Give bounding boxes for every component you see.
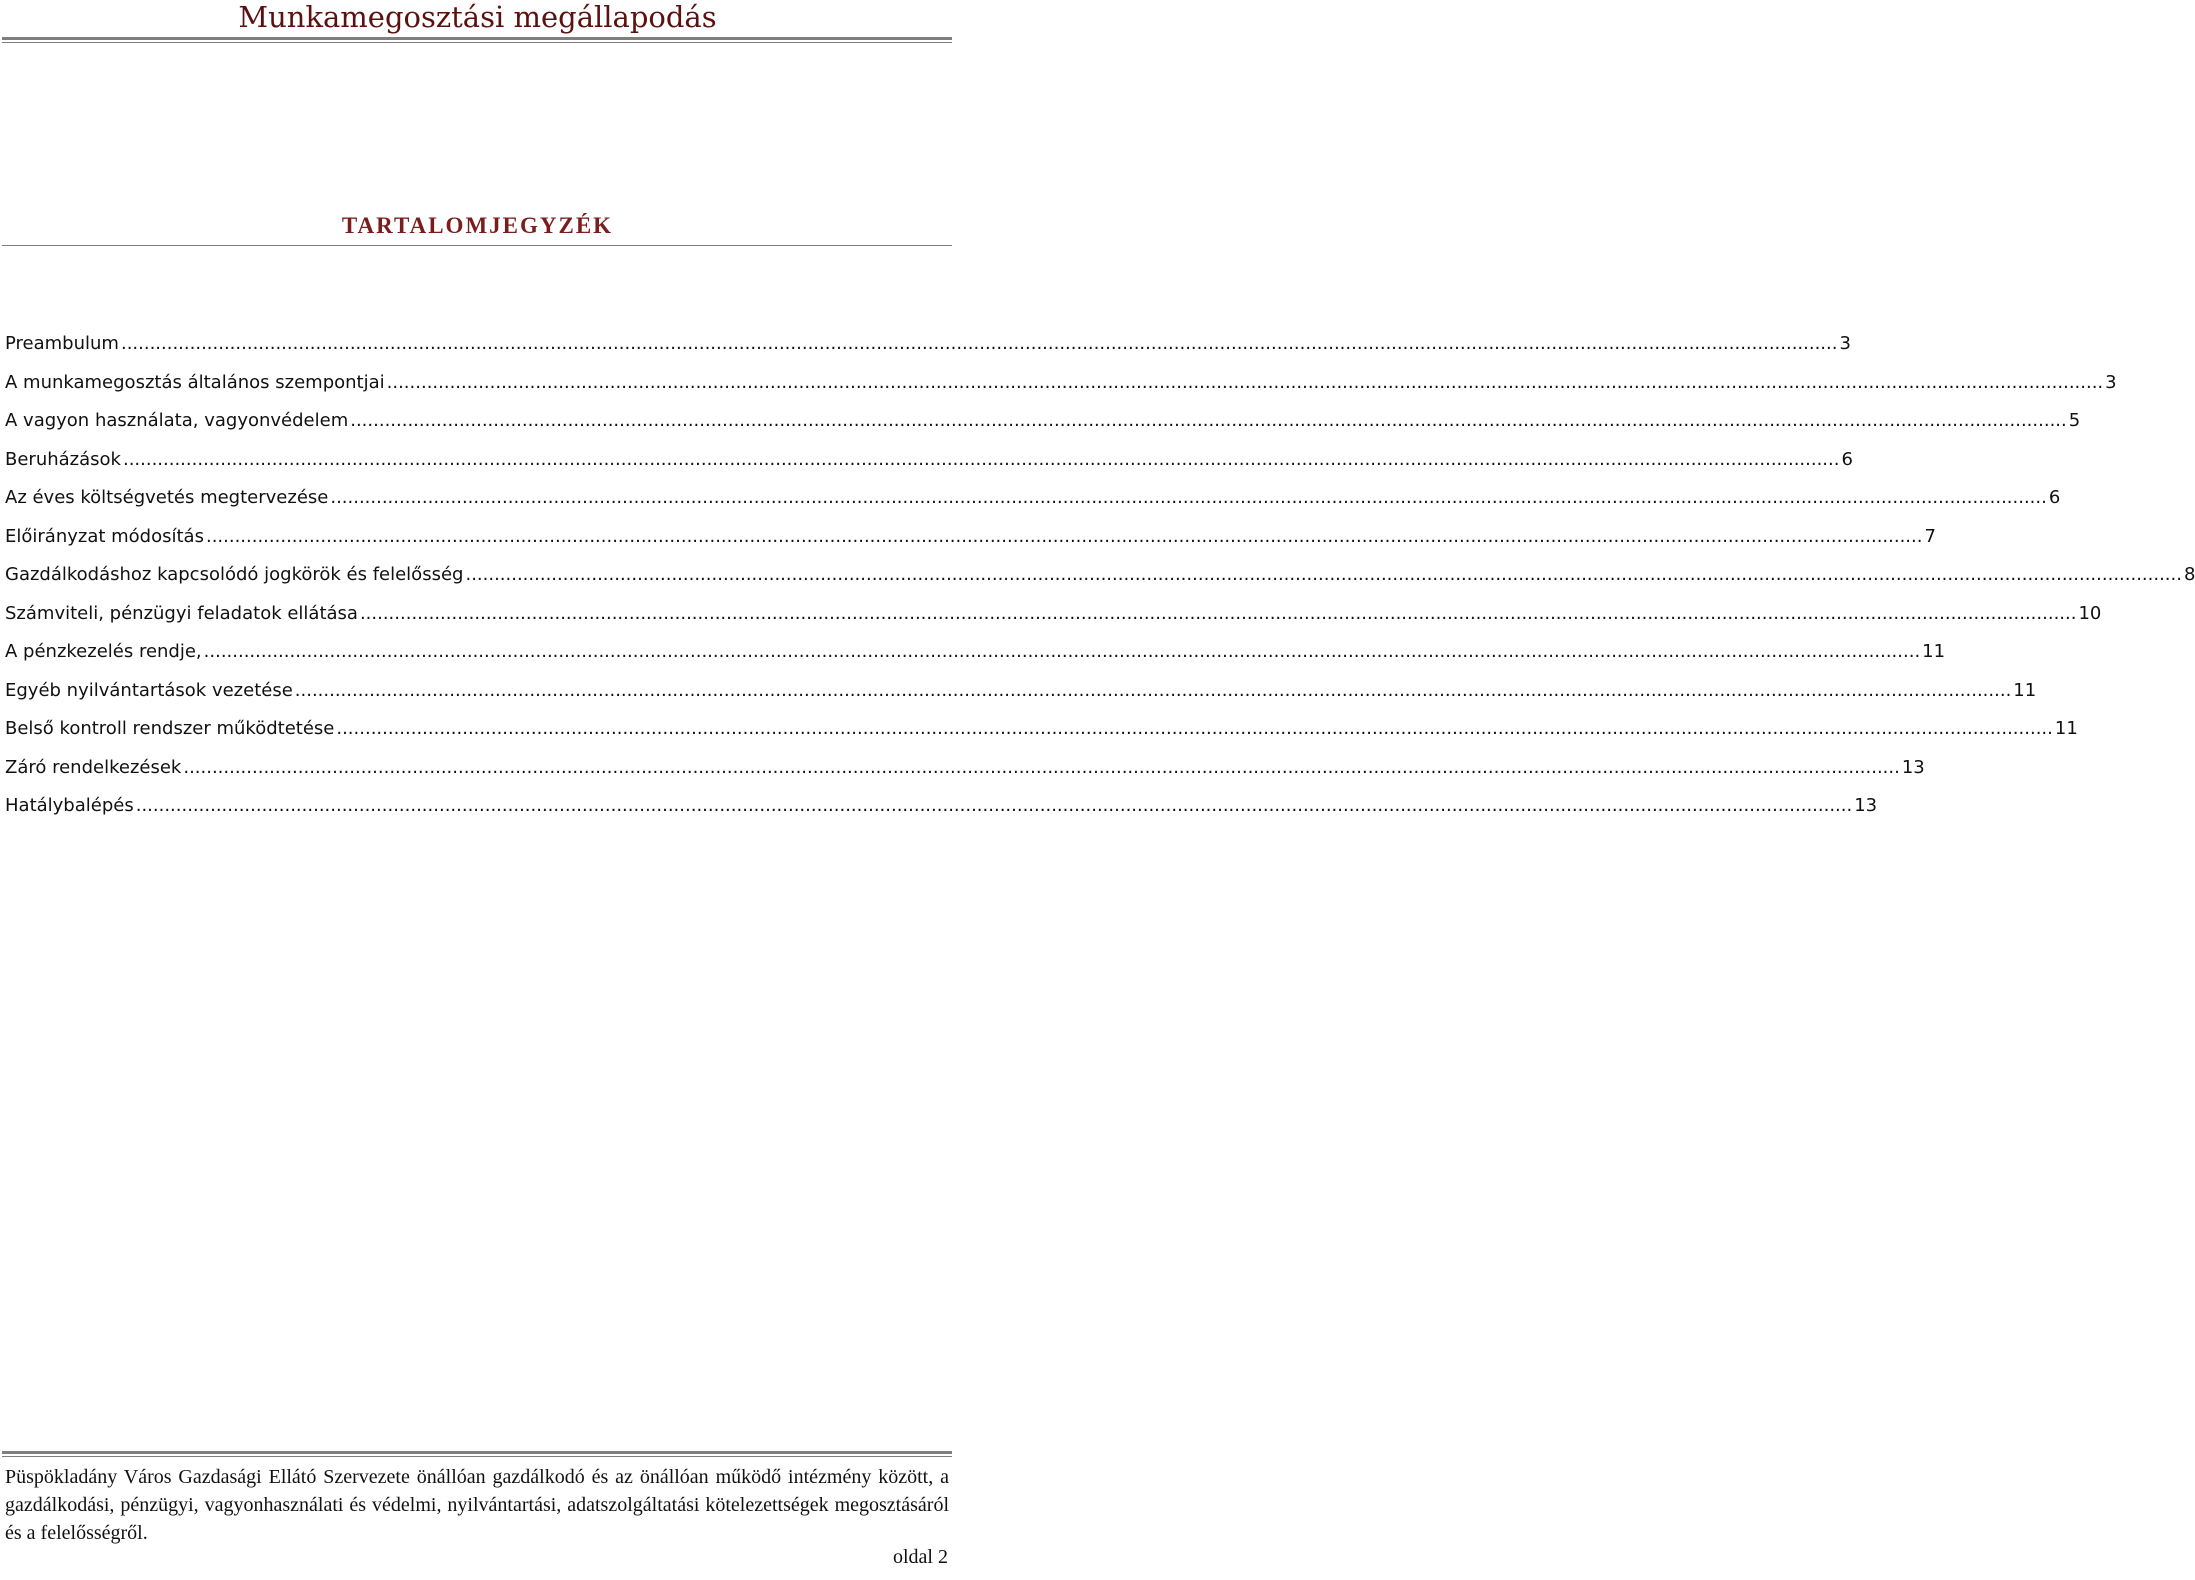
footer-rule-thick bbox=[2, 1451, 952, 1454]
toc-entry[interactable] bbox=[5, 369, 2117, 408]
toc-entry[interactable] bbox=[5, 754, 1925, 793]
toc-entry-page: 13 bbox=[1901, 756, 1925, 778]
toc-dot-leader: ............................................................................................................................................................................................................................................................................................................ bbox=[205, 525, 1923, 547]
toc-dot-leader: ............................................................................................................................................................................................................................................................................................................ bbox=[294, 679, 2012, 701]
toc-dot-leader: ............................................................................................................................................................................................................................................................................................................ bbox=[386, 371, 2104, 393]
toc-entry-page: 6 bbox=[1841, 448, 1853, 470]
header-rule-thin bbox=[2, 42, 952, 43]
toc-dot-leader: ............................................................................................................................................................................................................................................................................................................ bbox=[183, 756, 1900, 778]
toc-entry-title: Előirányzat módosítás bbox=[5, 525, 204, 547]
toc-entry-title: Gazdálkodáshoz kapcsolódó jogkörök és felelősség bbox=[5, 564, 464, 585]
toc-entry-title: A pénzkezelés rendje, bbox=[5, 641, 202, 662]
footer-text: Püspökladány Város Gazdasági Ellátó Szervezete önállóan gazdálkodó és az önállóan működő intézmény között, a gazdálkodási, pénzügyi, vagyonhasználati és védelmi, nyilvántartási, adatszolgáltatási kötelezettségek megosztásáról és a felelősségről. bbox=[5, 1466, 949, 1544]
toc-entry-page: 5 bbox=[2068, 410, 2081, 431]
toc-entry-page: 6 bbox=[2048, 487, 2061, 508]
toc-entry-title: A vagyon használata, vagyonvédelem bbox=[5, 410, 349, 431]
toc-entry-title: Az éves költségvetés megtervezése bbox=[5, 487, 329, 508]
toc-dot-leader: ............................................................................................................................................................................................................................................................................................................ bbox=[330, 487, 2047, 508]
toc-entry[interactable] bbox=[5, 484, 2061, 523]
toc-entry[interactable] bbox=[5, 407, 2081, 446]
toc-entry-page: 3 bbox=[2105, 371, 2117, 393]
toc-heading: TARTALOMJEGYZÉK bbox=[341, 213, 614, 238]
toc-entry-page: 7 bbox=[1924, 525, 1936, 547]
toc-entry[interactable] bbox=[5, 677, 2037, 716]
toc-entry-page: 13 bbox=[1854, 795, 1878, 816]
toc-heading-rule bbox=[2, 245, 952, 246]
toc-entry-title: Preambulum bbox=[5, 333, 119, 354]
toc-entry[interactable] bbox=[5, 792, 1878, 831]
toc-entry[interactable] bbox=[5, 715, 2078, 754]
footer-rule-thin bbox=[2, 1456, 952, 1457]
toc-dot-leader: ............................................................................................................................................................................................................................................................................................................ bbox=[350, 410, 2067, 431]
toc-dot-leader: ............................................................................................................................................................................................................................................................................................................ bbox=[120, 333, 1838, 354]
toc-dot-leader: ............................................................................................................................................................................................................................................................................................................ bbox=[336, 718, 2053, 739]
toc-entry[interactable] bbox=[5, 330, 1851, 369]
toc-entry-title: Záró rendelkezések bbox=[5, 756, 182, 778]
page-number: oldal 2 bbox=[893, 1546, 948, 1568]
toc-entry[interactable] bbox=[5, 561, 2195, 600]
toc-entry-page: 10 bbox=[2078, 602, 2102, 624]
document-title: Munkamegosztási megállapodás bbox=[238, 0, 717, 34]
toc-entry[interactable] bbox=[5, 600, 2102, 639]
toc-entry-title: Számviteli, pénzügyi feladatok ellátása bbox=[5, 602, 358, 624]
toc-entry-title: Belső kontroll rendszer működtetése bbox=[5, 718, 335, 739]
toc-dot-leader: ............................................................................................................................................................................................................................................................................................................ bbox=[359, 602, 2077, 624]
toc-entry-page: 11 bbox=[1922, 641, 1946, 662]
toc-dot-leader: ............................................................................................................................................................................................................................................................................................................ bbox=[135, 795, 1853, 816]
table-of-contents bbox=[5, 330, 2195, 831]
toc-entry[interactable] bbox=[5, 638, 1946, 677]
toc-entry-page: 8 bbox=[2183, 564, 2195, 585]
toc-dot-leader: ............................................................................................................................................................................................................................................................................................................ bbox=[122, 448, 1840, 470]
toc-entry-title: Egyéb nyilvántartások vezetése bbox=[5, 679, 293, 701]
toc-entry-page: 11 bbox=[2013, 679, 2037, 701]
toc-entry-page: 3 bbox=[1839, 333, 1851, 354]
toc-entry-title: Hatálybalépés bbox=[5, 795, 134, 816]
toc-entry-page: 11 bbox=[2054, 718, 2078, 739]
toc-entry[interactable] bbox=[5, 523, 1936, 562]
toc-entry[interactable] bbox=[5, 446, 1853, 485]
toc-dot-leader: ............................................................................................................................................................................................................................................................................................................ bbox=[465, 564, 2182, 585]
toc-dot-leader: ............................................................................................................................................................................................................................................................................................................ bbox=[203, 641, 1921, 662]
toc-entry-title: A munkamegosztás általános szempontjai bbox=[5, 371, 385, 393]
header-rule-thick bbox=[2, 37, 952, 40]
toc-entry-title: Beruházások bbox=[5, 448, 121, 470]
